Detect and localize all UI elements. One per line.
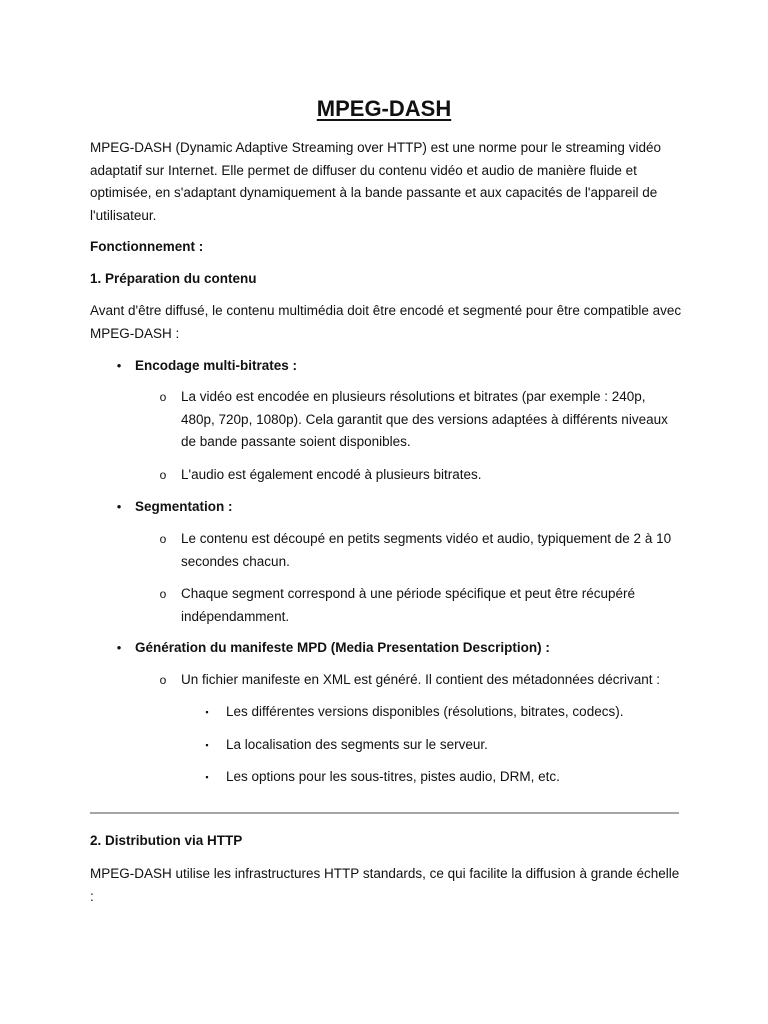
circle-bullet-icon: o <box>159 532 167 546</box>
intro-paragraph: MPEG-DASH (Dynamic Adaptive Streaming over HTTP) est une norme pour le streaming vidéo adaptatif sur Internet. Elle permet de diffuser du contenu vidéo et audio de manière fluide et optimisée, en s'adaptant dynamiquement à la bande passante et aux capacités de l'appareil de l'utilisateur. <box>90 140 661 223</box>
section2-paragraph: MPEG-DASH utilise les infrastructures HTTP standards, ce qui facilite la diffusion à grande échelle : <box>90 866 680 904</box>
bullet-icon: • <box>116 640 122 655</box>
circle-bullet-icon: o <box>159 673 167 687</box>
section2-heading: 2. Distribution via HTTP <box>90 833 243 848</box>
square-bullet-icon: ▪ <box>205 707 209 717</box>
sub-item-audio-encoding: L'audio est également encodé à plusieurs bitrates. <box>181 467 482 482</box>
sub-item-video-encoding: La vidéo est encodée en plusieurs résolutions et bitrates (par exemple : 240p, 480p, 720p, 1080p). Cela garantit que des versions adaptées à différents niveaux de bande passante soient disponibles. <box>181 389 668 449</box>
bullet-icon: • <box>116 499 122 514</box>
sub-item-segment-period: Chaque segment correspond à une période spécifique et peut être récupéré indépendamment. <box>181 586 636 624</box>
list-item-segmentation: Segmentation : <box>135 499 233 514</box>
subsub-item-localisation: La localisation des segments sur le serveur. <box>226 737 488 752</box>
horizontal-divider <box>90 812 679 814</box>
fonctionnement-heading: Fonctionnement : <box>90 239 204 254</box>
list-item-encodage: Encodage multi-bitrates : <box>135 358 298 373</box>
square-bullet-icon: ▪ <box>205 772 209 782</box>
circle-bullet-icon: o <box>159 587 167 601</box>
square-bullet-icon: ▪ <box>205 740 209 750</box>
subsub-item-versions: Les différentes versions disponibles (résolutions, bitrates, codecs). <box>226 704 624 719</box>
section1-paragraph: Avant d'être diffusé, le contenu multimédia doit être encodé et segmenté pour être compatible avec MPEG-DASH : <box>90 303 682 341</box>
circle-bullet-icon: o <box>159 468 167 482</box>
subsub-item-options: Les options pour les sous-titres, pistes audio, DRM, etc. <box>226 769 560 784</box>
circle-bullet-icon: o <box>159 390 167 404</box>
list-item-manifest: Génération du manifeste MPD (Media Presentation Description) : <box>135 640 550 655</box>
bullet-icon: • <box>116 358 122 373</box>
sub-item-manifest-xml: Un fichier manifeste en XML est généré. Il contient des métadonnées décrivant : <box>181 672 661 687</box>
sub-item-segment-split: Le contenu est découpé en petits segments vidéo et audio, typiquement de 2 à 10 secondes chacun. <box>181 531 672 569</box>
section1-heading: 1. Préparation du contenu <box>90 271 257 286</box>
page-title: MPEG-DASH <box>316 96 452 121</box>
